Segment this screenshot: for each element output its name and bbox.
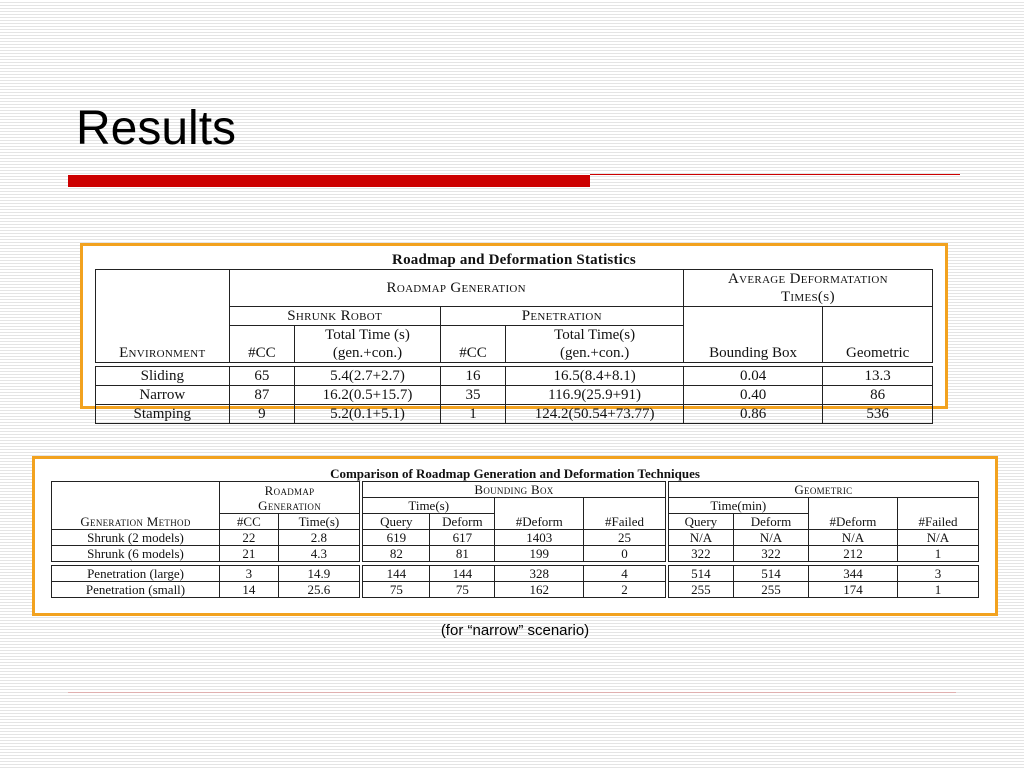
geometric-group-header: Geometric [667,482,979,498]
shrunk-robot-header: Shrunk Robot [229,307,440,326]
technique-comparison-table [51,481,979,598]
table-cell: 21 [219,546,278,562]
table-cell: 25.6 [278,582,361,598]
table1-header-row-1 [96,270,933,307]
table-cell: 144 [361,566,430,582]
total-time2-line1: Total Time(s) [554,327,636,343]
row-label-cell: Stamping [96,405,230,424]
title-underline-bar [68,175,590,187]
table-cell: 617 [430,530,495,546]
footer-divider [68,692,956,693]
table-cell: 116.9(25.9+91) [506,386,683,405]
table-row [96,386,933,405]
table-cell: 0.04 [683,367,823,386]
table-cell: 322 [734,546,809,562]
table-row [52,566,979,582]
table-cell: 144 [430,566,495,582]
technique-comparison-panel [32,456,998,616]
total-time-line2: (gen.+con.) [332,345,403,361]
roadmap-line1: Roadmap [264,482,315,498]
table-row [52,530,979,546]
table-cell: 16 [440,367,506,386]
table-cell: 75 [361,582,430,598]
table-cell: 86 [823,386,933,405]
bbox-failed-header: #Failed [584,498,667,530]
table-cell: 22 [219,530,278,546]
table-cell: 4.3 [278,546,361,562]
table-cell: 1 [440,405,506,424]
table-cell: N/A [897,530,978,546]
table-row [96,367,933,386]
bbox-time-header: Time(s) [361,498,495,514]
bounding-box-group-header: Bounding Box [361,482,667,498]
table-cell: 514 [667,566,734,582]
table-cell: 212 [808,546,897,562]
table-cell: 255 [667,582,734,598]
table-cell: 14 [219,582,278,598]
geom-query-header: Query [667,514,734,530]
generation-method-header: Generation Method [52,482,220,530]
table-cell: 2.8 [278,530,361,546]
roadmap-time-header: Time(s) [278,514,361,530]
geom-ndeform-header: #Deform [808,498,897,530]
bbox-query-header: Query [361,514,430,530]
table-cell: 0.40 [683,386,823,405]
table-cell: N/A [734,530,809,546]
deformation-times-line2: Times(s) [780,289,835,305]
table-cell: 25 [584,530,667,546]
row-label-cell: Sliding [96,367,230,386]
table1-body [96,367,933,424]
row-label-cell: Narrow [96,386,230,405]
table2-body-shrunk [52,530,979,562]
table-cell: 536 [823,405,933,424]
table2-header-row-1 [52,482,979,498]
table-cell: 16.5(8.4+8.1) [506,367,683,386]
total-time-header-2 [506,326,683,363]
table-cell: 199 [495,546,584,562]
table-cell: 82 [361,546,430,562]
geom-deform-header: Deform [734,514,809,530]
table-cell: 35 [440,386,506,405]
total-time-header [295,326,440,363]
environment-header: Environment [96,270,230,363]
table-cell: N/A [667,530,734,546]
scenario-note: (for “narrow” scenario) [440,622,590,639]
table-cell: 1 [897,582,978,598]
table-cell: 65 [229,367,295,386]
title-underline-line [590,174,960,175]
table-cell: 87 [229,386,295,405]
table-cell: 5.2(0.1+5.1) [295,405,440,424]
total-time-line1: Total Time (s) [325,327,410,343]
table2-caption: Comparison of Roadmap Generation and Deformation Techniques [330,466,700,481]
table-cell: 75 [430,582,495,598]
table-cell: 344 [808,566,897,582]
roadmap-line2: Generation [258,497,322,513]
table-cell: 16.2(0.5+15.7) [295,386,440,405]
table-cell: 4 [584,566,667,582]
table-cell: 2 [584,582,667,598]
row-label-cell: Penetration (large) [52,566,220,582]
table-cell: 13.3 [823,367,933,386]
roadmap-generation-header: Roadmap Generation [229,270,683,307]
geometric-header: Geometric [823,307,933,363]
bbox-ndeform-header: #Deform [495,498,584,530]
table1-caption: Roadmap and Deformation Statistics [392,252,636,268]
geom-time-header: Time(min) [667,498,809,514]
table-row [96,405,933,424]
table-cell: 255 [734,582,809,598]
table-cell: 0.86 [683,405,823,424]
row-label-cell: Shrunk (6 models) [52,546,220,562]
table-cell: 3 [897,566,978,582]
deformation-times-header [683,270,932,307]
table-cell: 1403 [495,530,584,546]
table2-body-penetration [52,566,979,598]
table-row [52,582,979,598]
penetration-header: Penetration [440,307,683,326]
table-cell: 619 [361,530,430,546]
table-cell: 514 [734,566,809,582]
table-cell: 322 [667,546,734,562]
table-cell: 9 [229,405,295,424]
table-row [52,546,979,562]
bbox-deform-header: Deform [430,514,495,530]
table-cell: 81 [430,546,495,562]
geom-failed-header: #Failed [897,498,978,530]
roadmap-generation-header-2 [219,482,361,514]
table-cell: N/A [808,530,897,546]
slide-title: Results [76,102,237,155]
cc-header-2: #CC [440,326,506,363]
bounding-box-header: Bounding Box [683,307,823,363]
table-cell: 5.4(2.7+2.7) [295,367,440,386]
deformation-times-line1: Average Deformatation [728,271,888,287]
roadmap-statistics-table [95,269,933,424]
row-label-cell: Shrunk (2 models) [52,530,220,546]
table-cell: 1 [897,546,978,562]
table-cell: 328 [495,566,584,582]
table-cell: 174 [808,582,897,598]
table-cell: 14.9 [278,566,361,582]
total-time2-line2: (gen.+con.) [559,345,630,361]
roadmap-cc-header: #CC [219,514,278,530]
table-cell: 124.2(50.54+73.77) [506,405,683,424]
table-cell: 3 [219,566,278,582]
table-cell: 162 [495,582,584,598]
roadmap-statistics-panel [80,243,948,422]
table-cell: 0 [584,546,667,562]
row-label-cell: Penetration (small) [52,582,220,598]
cc-header: #CC [229,326,295,363]
